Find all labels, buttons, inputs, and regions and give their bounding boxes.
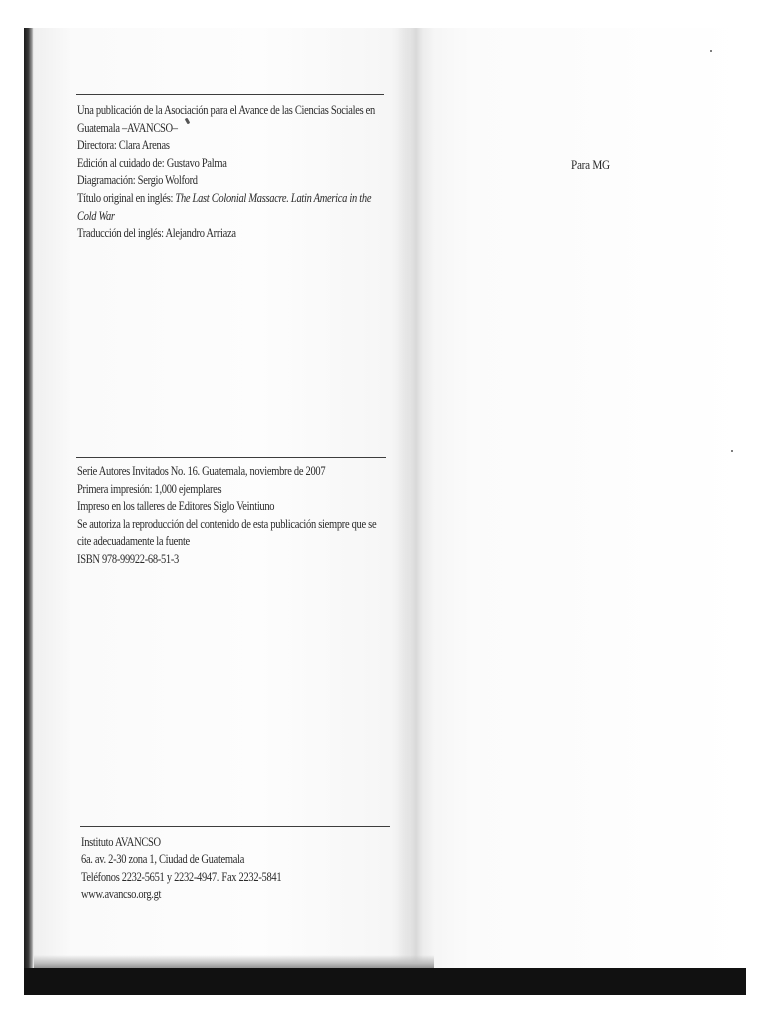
edition-block bbox=[77, 463, 376, 569]
institute-address: 6a. av. 2-30 zona 1, Ciudad de Guatemala bbox=[81, 852, 245, 867]
scan-speck bbox=[710, 50, 712, 52]
original-title-text-cont: Cold War bbox=[77, 208, 115, 223]
edition-printer: Impreso en los talleres de Editores Siglo Veintiuno bbox=[77, 499, 275, 514]
edition-rights-cont: cite adecuadamente la fuente bbox=[77, 534, 190, 549]
edition-rights: Se autoriza la reproducción del contenido de esta publicación siempre que se bbox=[77, 516, 377, 531]
book-gutter bbox=[398, 28, 434, 970]
credits-rule bbox=[76, 94, 384, 95]
credits-line-1: Una publicación de la Asociación para el Avance de las Ciencias Sociales en bbox=[77, 103, 375, 117]
credits-original-title-cont bbox=[77, 208, 375, 226]
scan-bottom-band bbox=[24, 968, 746, 995]
credits-layout: Diagramación: Sergio Wolford bbox=[77, 173, 198, 188]
institute-rule bbox=[80, 826, 390, 827]
institute-website: www.avancso.org.gt bbox=[81, 887, 162, 902]
credits-line-2: Guatemala –AVANCSO– bbox=[77, 120, 178, 135]
scan-speck bbox=[731, 450, 733, 452]
edition-rule bbox=[76, 457, 386, 458]
dedication-text: Para MG bbox=[571, 157, 610, 172]
original-title-prefix: Título original en inglés: bbox=[77, 190, 176, 205]
institute-name: Instituto AVANCSO bbox=[81, 835, 161, 849]
institute-phones: Teléfonos 2232-5651 y 2232-4947. Fax 2232-5841 bbox=[81, 869, 282, 884]
edition-print-run: Primera impresión: 1,000 ejemplares bbox=[77, 481, 222, 496]
credits-original-title bbox=[77, 190, 375, 208]
credits-translation: Traducción del inglés: Alejandro Arriaza bbox=[77, 226, 236, 241]
credits-block bbox=[77, 102, 375, 243]
page-bottom-shadow bbox=[34, 955, 434, 969]
credits-director: Directora: Clara Arenas bbox=[77, 138, 170, 153]
credits-editor: Edición al cuidado de: Gustavo Palma bbox=[77, 155, 227, 170]
scan-left-edge bbox=[24, 28, 34, 973]
edition-series: Serie Autores Invitados No. 16. Guatemala, noviembre de 2007 bbox=[77, 464, 326, 478]
original-title-text: The Last Colonial Massacre. Latin America in the bbox=[175, 190, 372, 205]
edition-isbn: ISBN 978-99922-68-51-3 bbox=[77, 551, 179, 566]
institute-block bbox=[81, 834, 281, 904]
